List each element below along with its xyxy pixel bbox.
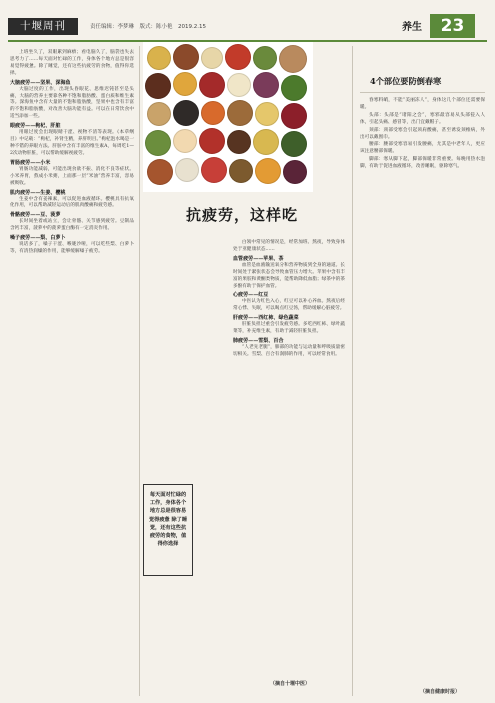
bowl-icon	[199, 72, 225, 98]
pull-quote-box	[143, 484, 193, 576]
paragraph: 头部：头部是“诸阳之会”，寒邪最容易从头部侵入人体，引起头痛、感冒等，出门宜戴帽子。	[360, 112, 485, 125]
column-divider	[139, 46, 140, 696]
section-heading: 心疲劳——红豆	[233, 292, 269, 299]
pull-quote: 每天面对忙碌的工作，身体各个地方总是很容易觉得疲惫 除了睡觉，还有这些抗疲劳的食物，值得你选择	[148, 492, 188, 548]
food-bowls-photo	[143, 42, 313, 192]
article-title: 抗疲劳，这样吃	[186, 206, 299, 224]
left-column	[10, 50, 134, 257]
section-heading: 肌肉疲劳——生姜、樱桃	[10, 189, 66, 196]
bowl-icon	[147, 159, 173, 185]
intro-paragraph: 上班坐久了，双眼累到麻痹；看电脑久了，脑袋也失去思考力了……每天面对忙碌的工作，身体各个地方总是很容易觉得疲惫。除了睡觉，还有这些抗疲劳的食物，值得你选择。	[10, 50, 134, 76]
bowl-icon	[173, 72, 197, 96]
bowl-icon	[145, 73, 171, 99]
intro-paragraph: 白领中常见的情况是，经常加班、熬夜，导致身体处于亚健康状态……	[233, 240, 345, 252]
bowl-icon	[253, 72, 279, 98]
section-text: 生姜中含有姜辣素，可以促进血液循环。樱桃具有抗氧化作用，可以帮助减轻运动后的肌肉酸痛和疲劳感。	[10, 196, 134, 209]
bowl-icon	[201, 47, 223, 69]
bowl-icon	[173, 44, 199, 70]
section-text: “人老先老腿”，肺部的功能与运动量和呼吸质量密切相关。雪梨、百合有润肺的作用，可以经常食用。	[233, 345, 345, 357]
paragraph: 腰部：腰部受寒容易引发腰痛，尤其是中老年人，更应该注意腰部保暖。	[360, 142, 485, 155]
bowl-icon	[227, 73, 251, 97]
bowl-icon	[145, 130, 171, 156]
bowl-icon	[173, 100, 199, 126]
section-heading: 骨骼疲劳——豆、菠萝	[10, 212, 61, 219]
column-divider	[352, 46, 353, 696]
section-text: 长时间坐着或站立，会让骨骼、关节感到疲劳。豆制品含钙丰富，菠萝中的菠萝蛋白酶有一定消炎作用。	[10, 219, 134, 232]
bowl-icon	[201, 157, 227, 183]
page-number: 23	[430, 14, 475, 38]
bowl-icon	[173, 129, 197, 153]
bowl-icon	[281, 75, 307, 101]
bowl-icon	[253, 129, 279, 155]
bowl-icon	[227, 130, 251, 154]
section-text: 肝脏负担过重会引发疲劳感。多吃西红柿、绿叶蔬菜等，补充维生素，有助于减轻肝脏负担。	[233, 322, 345, 335]
section-name: 养生	[402, 22, 422, 33]
bowl-icon	[279, 45, 307, 73]
bowl-icon	[229, 159, 253, 183]
bowl-icon	[199, 128, 225, 154]
right-column	[360, 98, 485, 172]
bowl-icon	[255, 158, 281, 184]
section-text: 用眼过度会出现眼睛干涩、视物不清等表现。《本草纲目》中记载：“枸杞，补肾生精，养肝明目。”枸杞泡水喝是一种不错的养眼方法。肝脏中含有丰富的维生素A，每周吃1—2次动物肝脏，可以帮助缓解视疲劳。	[10, 130, 134, 156]
section-text: 中医认为红色入心，红豆可以补心养血。熬夜后经常心悸、失眠，可以喝点红豆汤，帮助缓解心脏疲劳。	[233, 299, 345, 312]
bowl-icon	[147, 46, 171, 70]
section-text: 大脑过度的工作，出现头昏眼花、思维迟钝甚至是头痛，大脑的营养主要靠各种不饱和脂肪酸、蛋白质和维生素等。深海鱼中含有大量的不饱和脂肪酸，坚果中也含有丰富的不饱和脂肪酸，对改善大脑功能有益。可以在日常饮食中适当添加一些。	[10, 86, 134, 120]
newspaper-logo	[8, 18, 78, 35]
section-text: 血管是血液输送氧分和营养物质到全身的通道。长时间处于紧张状态会导致血管压力增大。苹果中含有丰富的果胶和黄酮类物质，能帮助降低血脂；绿茶中的茶多酚有助于保护血管。	[233, 262, 345, 289]
bowl-icon	[227, 100, 253, 126]
bowl-icon	[201, 101, 225, 125]
section-heading: 血管疲劳——苹果、茶	[233, 255, 284, 262]
paragraph: 春寒料峭，不能“美丽冻人”，身体这几个部位还需要保暖。	[360, 98, 485, 110]
editor-credits: 责任编辑：李梦琳 版式：陈小艳 2019.2.15	[90, 24, 206, 30]
sidebar-source: （摘自健康时报）	[420, 689, 461, 695]
sidebar-article-title: 4个部位要防倒春寒	[370, 76, 442, 86]
section-text: 胃肠功能减弱，可能出现食欲不振、消化不良等症状。小米养胃，熬成小米粥，上面那一层“米油”营养丰富，容易被吸收。	[10, 166, 134, 186]
bowl-icon	[283, 160, 307, 184]
bowl-icon	[175, 158, 199, 182]
bowl-icon	[253, 46, 277, 70]
bowl-icon	[281, 131, 307, 157]
newspaper-name: 十堰周刊	[20, 20, 66, 32]
section-heading: 肺疲劳——雪梨、百合	[233, 338, 284, 345]
bowl-icon	[281, 103, 307, 129]
paragraph: 颈部：颈部受寒会引起颈肩酸痛，甚至诱发颈椎病，外出可以戴围巾。	[360, 127, 485, 140]
section-heading: 肝疲劳——西红柿、绿色蔬菜	[233, 315, 299, 322]
bowl-icon	[225, 44, 251, 70]
title-rule	[360, 92, 485, 93]
section-heading: 胃肠疲劳——小米	[10, 159, 51, 166]
bowl-icon	[255, 102, 279, 126]
section-heading: 眼疲劳——枸杞、肝脏	[10, 123, 61, 130]
section-heading: 嗓子疲劳——梨、白萝卜	[10, 235, 66, 242]
section-heading: 大脑疲劳——坚果、深海鱼	[10, 79, 71, 86]
paragraph: 脚部：寒从脚下起，脚部保暖非常重要。每晚用热水泡脚，有助于促进血液循环，改善睡眠，驱除寒气。	[360, 157, 485, 170]
middle-column	[233, 240, 345, 360]
article-source: （摘自十堰中医）	[270, 681, 311, 687]
bowl-icon	[147, 102, 171, 126]
section-text: 说话多了，嗓子干涩、喉咙沙哑，可以吃些梨、白萝卜等，有清热润燥的作用，能够缓解嗓子疲劳。	[10, 242, 134, 255]
